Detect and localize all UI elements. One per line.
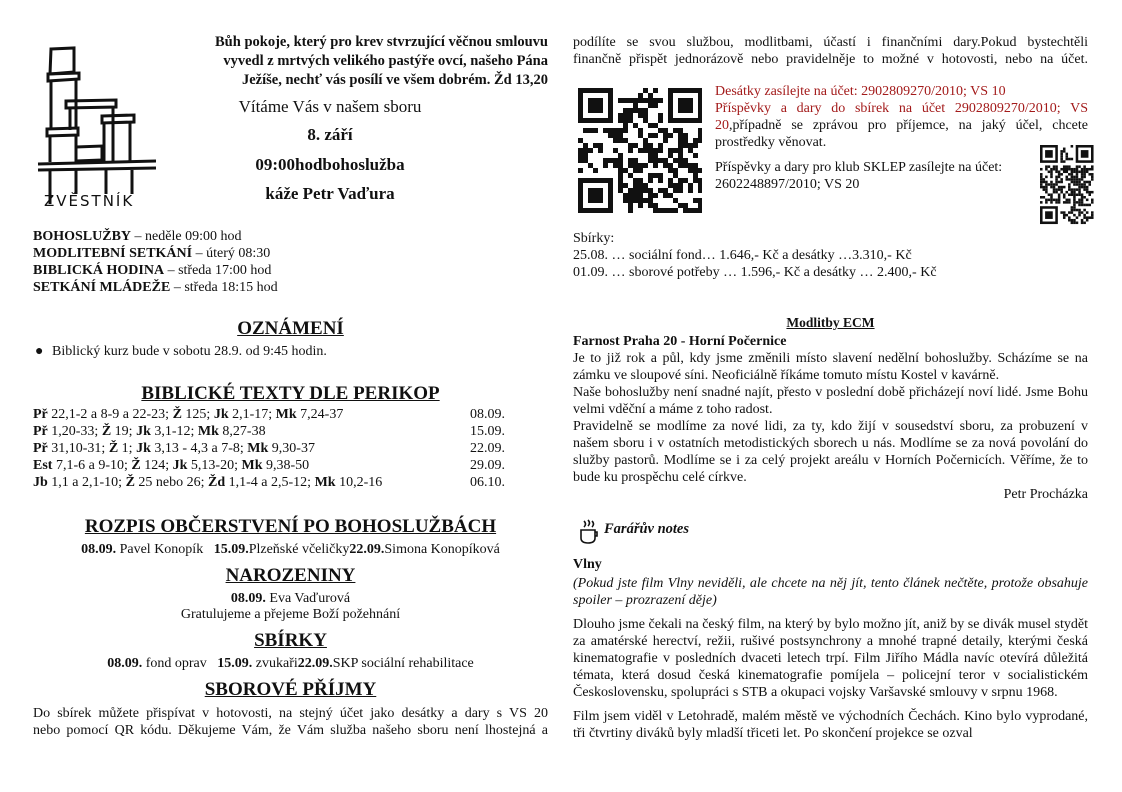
payment-qr-code[interactable]	[578, 88, 702, 214]
reading-row	[33, 440, 505, 457]
report-line: 25.08. … sociální fond… 1.646,- Kč a desátky …3.310,- Kč	[573, 248, 912, 263]
paragraph: Je to již rok a půl, kdy jsme změnili místo slavení nedělní bohoslužby. Scházíme se na zámku ve sloupové síni. Neoficiálně říkáme tomuto místu Kostel v kavárně.	[573, 351, 1088, 383]
reading-refs: Jb 1,1 a 2,1-10; Ž 25 nebo 26; Žd 1,1-4 a 2,5-12; Mk 10,2-16	[33, 475, 383, 490]
collections-report	[573, 230, 937, 281]
reading-row	[33, 406, 505, 423]
reading-date: 06.10.	[470, 475, 505, 490]
notes-heading: Farářův notes	[604, 521, 690, 537]
collections-heading: SBÍRKY	[254, 630, 327, 651]
income-heading: SBOROVÉ PŘÍJMY	[204, 679, 377, 700]
reading-row	[33, 457, 505, 474]
text-line: podílíte se svou službou, modlitbami, účastí i finančními dary.Pokud bystechtěli	[573, 35, 1088, 50]
verse-line: Ježíše, nechť vás posílí ve všem dobrém. Žd 13,20	[241, 72, 548, 88]
birthday-entry: 08.09. Eva Vaďurová	[230, 591, 351, 606]
paragraph: Dlouho jsme čekali na český film, na který by bylo možno jít, aniž by se divák musel stydět za amatérské herectví, režii, rušivé postsynchrony a mnohé trapné detaily, kterými česká kinematografie v posledních dvaceti letech trpí. Film Jiřího Mádla navíc otevírá důležitá témata, která dosud česká kinematografie pomíjela – policejní teror v socialistickém Československu, spolupráci s STB a okupaci vojsky Varšavské smlouvy v srpnu 1968.	[573, 617, 1088, 700]
spoiler-warning: (Pokud jste film Vlny neviděli, ale chcete na něj jít, tento článek nečtěte, protože obsahuje spoiler – prozrazení děje)	[573, 576, 1088, 608]
reading-refs: Př 1,20-33; Ž 19; Jk 3,1-12; Mk 8,27-38	[33, 424, 266, 439]
reading-refs: Est 7,1-6 a 9-10; Ž 124; Jk 5,13-20; Mk 9,38-50	[33, 458, 310, 473]
collections-line: 08.09. fond oprav 15.09. zvukaři22.09.SKP sociální rehabilitace	[107, 656, 474, 671]
svg-text:ZVĚSTNÍK: ZVĚSTNÍK	[44, 192, 135, 209]
club-qr-code[interactable]	[1040, 145, 1094, 225]
account-info	[715, 83, 1088, 151]
schedule-item: MODLITEBNÍ SETKÁNÍ – úterý 08:30	[33, 246, 271, 261]
service-date: 8. září	[307, 125, 353, 144]
prayers-heading: Modlitby ECM	[786, 315, 875, 330]
announcement-item: ● Biblický kurz bude v sobotu 28.9. od 9:45 hodin.	[35, 344, 327, 359]
reading-refs: Př 22,1-2 a 8-9 a 22-23; Ž 125; Jk 2,1-17; Mk 7,24-37	[33, 407, 344, 422]
reading-row	[33, 423, 505, 440]
schedule-item: BOHOSLUŽBY – neděle 09:00 hod	[33, 229, 242, 244]
weekly-schedule	[33, 228, 278, 296]
income-text-continued	[573, 34, 1088, 68]
paragraph: Film jsem viděl v Letohradě, malém městě ve východních Čechách. Kino bylo vyprodané, tři čtvrtiny diváků byly mladší třiceti let. Po skončení projekce se ozval	[573, 709, 1088, 741]
readings-heading: BIBLICKÉ TEXTY DLE PERIKOP	[141, 383, 440, 404]
welcome-text: Vítáme Vás v našem sboru	[238, 97, 422, 116]
announcements-heading: OZNÁMENÍ	[237, 318, 344, 339]
gifts-account: Příspěvky a dary do sbírek na účet 2902809270/2010; VS 20	[715, 101, 1088, 133]
paragraph: Pravidelně se modlíme za nové lidi, za ty, kdo žijí v sousedství sboru, za probuzení v našem sboru i v ostatních metodistických sborech u nás. Modlíme se za nová povolání do služby pastorů. Modlíme se i za celý projekt areálu v Horních Počernicích. Věříme, že to bude ku prospěchu celé církve.	[573, 419, 1088, 485]
income-text	[33, 705, 548, 739]
verse	[150, 33, 548, 90]
birthday-wish: Gratulujeme a přejeme Boží požehnání	[180, 607, 401, 622]
reading-date: 08.09.	[470, 407, 505, 422]
reading-date: 29.09.	[470, 458, 505, 473]
schedule-item: BIBLICKÁ HODINA – středa 17:00 hod	[33, 263, 272, 278]
zvestnik-logo	[36, 44, 156, 209]
paragraph: Naše bohoslužby není snadné najít, přesto v poslední době přicházejí noví lidé. Jsme Bohu velmi vděční a máme z toho radost.	[573, 385, 1088, 417]
bullet-icon: ●	[35, 344, 44, 359]
report-line: 01.09. … sborové potřeby … 1.596,- Kč a desátky … 2.400,- Kč	[573, 265, 937, 280]
reading-row	[33, 474, 505, 491]
schedule-item: SETKÁNÍ MLÁDEŽE – středa 18:15 hod	[33, 280, 278, 295]
prayers-subtitle: Farnost Praha 20 - Horní Počernice	[573, 334, 787, 349]
tithes-account: Desátky zasílejte na účet: 2902809270/2010; VS 10	[715, 84, 1006, 99]
service-time: 09:00hodbohoslužba	[255, 155, 405, 174]
reading-date: 22.09.	[470, 441, 505, 456]
text-line: Do sbírek můžete přispívat v hotovosti, na stejný účet jako desátky a dary s VS 20	[33, 706, 548, 721]
reading-refs: Př 31,10-31; Ž 1; Jk 3,13 - 4,3 a 7-8; Mk 9,30-37	[33, 441, 315, 456]
notes-article	[573, 556, 1088, 742]
verse-line: vyvedl z mrtvých velikého pastýře ovcí, našeho Pána	[223, 53, 548, 69]
gifts-note: ,případně se zprávou pro příjemce, na jaký účel, chcete prostředky věnovat.	[715, 118, 1088, 150]
text-line: nebo pomocí QR kódu. Děkujeme Vám, že Vám služba našeho sboru není lhostejná a	[33, 723, 548, 738]
coffee-cup-icon	[579, 519, 599, 545]
refreshments-heading: ROZPIS OBČERSTVENÍ PO BOHOSLUŽBÁCH	[84, 516, 497, 537]
preacher: káže Petr Vaďura	[265, 184, 395, 203]
verse-line: Bůh pokoje, který pro krev stvrzující věčnou smlouvu	[215, 34, 548, 50]
prayers-author: Petr Procházka	[1003, 487, 1088, 502]
club-account: Příspěvky a dary pro klub SKLEP zasílejte na účet: 2602248897/2010; VS 20	[715, 160, 1003, 192]
birthdays-heading: NAROZENINY	[225, 565, 356, 586]
text-line: finančně přispět jednorázově nebo pravidelněje to možné v hotovosti, nebo na účet.	[573, 52, 1088, 67]
article-title: Vlny	[573, 557, 602, 572]
prayers-section	[573, 333, 1088, 503]
report-title: Sbírky:	[573, 231, 615, 246]
reading-date: 15.09.	[470, 424, 505, 439]
readings-table	[33, 406, 505, 491]
refreshments-line: 08.09. Pavel Konopík 15.09.Plzeňské včeličky22.09.Simona Konopíková	[81, 542, 500, 557]
